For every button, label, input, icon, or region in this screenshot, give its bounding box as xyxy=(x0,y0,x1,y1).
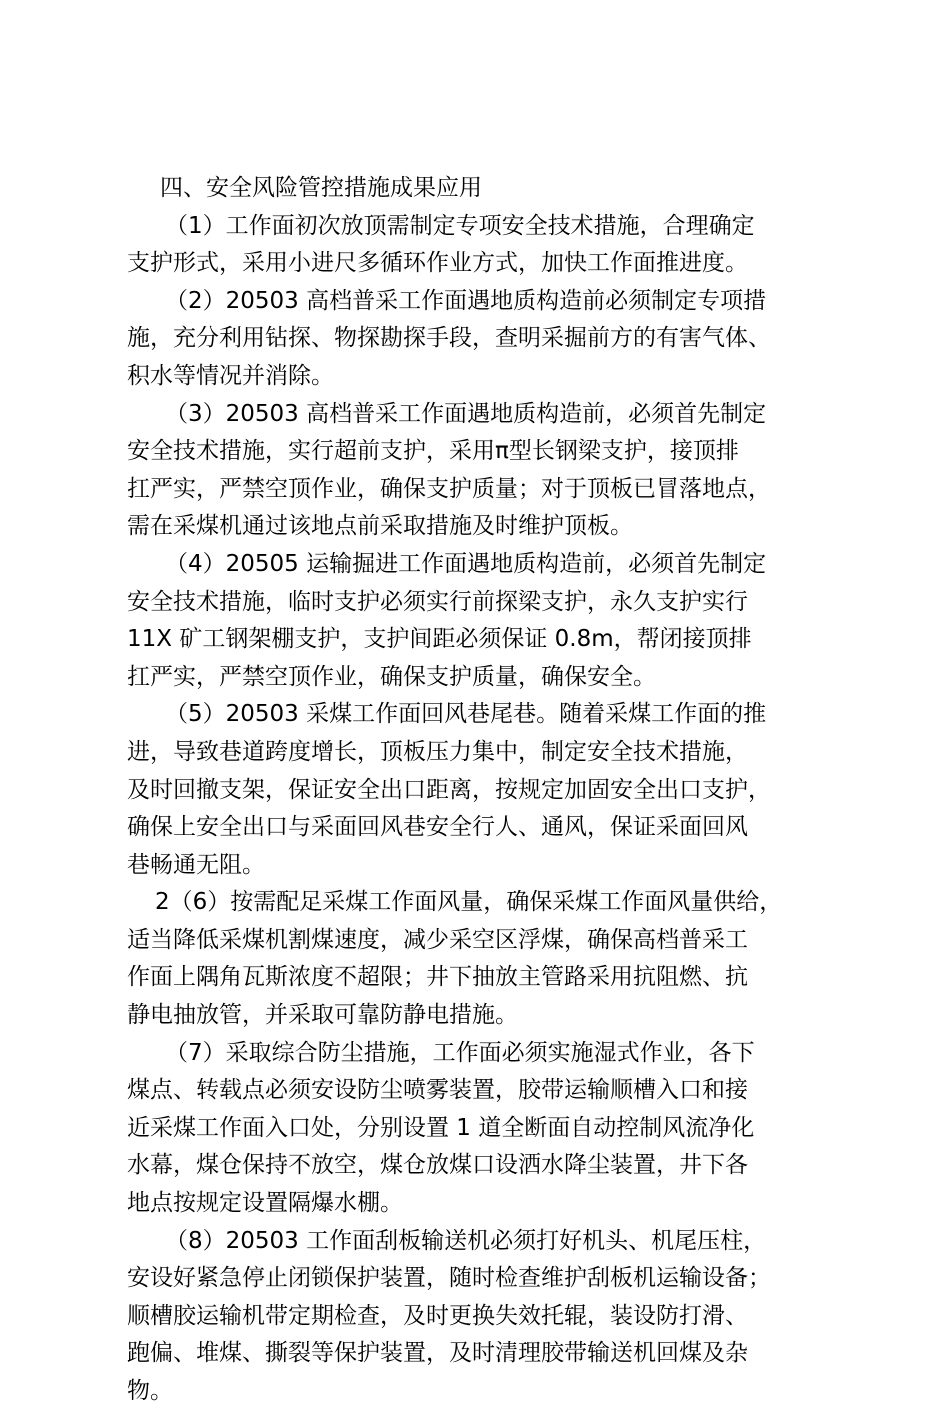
paragraph-3-line-3: 扛严实，严禁空顶作业，确保支护质量；对于顶板已冒落地点， xyxy=(127,475,771,502)
document-body xyxy=(127,170,867,1411)
paragraph-6-line-4: 静电抽放管，并采取可靠防静电措施。 xyxy=(127,1002,518,1029)
paragraph-1-line-2: 支护形式，采用小进尺多循环作业方式，加快工作面推进度。 xyxy=(127,250,748,277)
paragraph-5-line-1: （5）20503 采煤工作面回风巷尾巷。随着采煤工作面的推 xyxy=(165,701,767,728)
paragraph-7-line-2: 煤点、转载点必须安设防尘喷雾装置，胶带运输顺槽入口和接 xyxy=(127,1077,748,1104)
paragraph-7-line-3: 近采煤工作面入口处，分别设置 1 道全断面自动控制风流净化 xyxy=(127,1114,755,1141)
paragraph-6-line-2: 适当降低采煤机割煤速度，减少采空区浮煤，确保高档普采工 xyxy=(127,926,748,953)
paragraph-4-line-1: （4）20505 运输掘进工作面遇地质构造前，必须首先制定 xyxy=(165,550,767,577)
paragraph-3-line-2: 安全技术措施，实行超前支护，采用π型长钢梁支护，接顶排 xyxy=(127,438,739,465)
paragraph-5-line-3: 及时回撤支架，保证安全出口距离，按规定加固安全出口支护， xyxy=(127,776,771,803)
paragraph-8-line-5: 物。 xyxy=(127,1378,173,1404)
paragraph-2-line-2: 施，充分利用钻探、物探勘探手段，查明采掘前方的有害气体、 xyxy=(127,325,771,352)
paragraph-8-line-3: 顺槽胶运输机带定期检查，及时更换失效托辊，装设防打滑、 xyxy=(127,1302,748,1329)
paragraph-3-line-4: 需在采煤机通过该地点前采取措施及时维护顶板。 xyxy=(127,513,633,540)
paragraph-4-line-3: 11X 矿工钢架棚支护，支护间距必须保证 0.8m，帮闭接顶排 xyxy=(127,626,752,653)
paragraph-5-line-5: 巷畅通无阻。 xyxy=(127,851,265,878)
paragraph-8-line-2: 安设好紧急停止闭锁保护装置，随时检查维护刮板机运输设备； xyxy=(127,1265,771,1292)
paragraph-4-line-2: 安全技术措施，临时支护必须实行前探梁支护，永久支护实行 xyxy=(127,588,748,615)
paragraph-6-line-1: 2（6）按需配足采煤工作面风量，确保采煤工作面风量供给， xyxy=(155,889,783,916)
paragraph-2-line-1: （2）20503 高档普采工作面遇地质构造前必须制定专项措 xyxy=(165,287,767,314)
paragraph-5-line-4: 确保上安全出口与采面回风巷安全行人、通风，保证采面回风 xyxy=(127,814,748,841)
paragraph-3-line-1: （3）20503 高档普采工作面遇地质构造前，必须首先制定 xyxy=(165,400,767,427)
paragraph-8-line-1: （8）20503 工作面刮板输送机必须打好机头、机尾压柱， xyxy=(165,1227,767,1254)
paragraph-4-line-4: 扛严实，严禁空顶作业，确保支护质量，确保安全。 xyxy=(127,663,656,690)
paragraph-8-line-4: 跑偏、堆煤、撕裂等保护装置，及时清理胶带输送机回煤及杂 xyxy=(127,1340,748,1367)
paragraph-6-line-3: 作面上隅角瓦斯浓度不超限；井下抽放主管路采用抗阻燃、抗 xyxy=(127,964,748,991)
paragraph-1-line-1: （1）工作面初次放顶需制定专项安全技术措施，合理确定 xyxy=(165,212,755,239)
paragraph-7-line-5: 地点按规定设置隔爆水棚。 xyxy=(127,1190,403,1217)
paragraph-7-line-1: （7）采取综合防尘措施，工作面必须实施湿式作业，各下 xyxy=(165,1039,755,1066)
paragraph-5-line-2: 进，导致巷道跨度增长，顶板压力集中，制定安全技术措施， xyxy=(127,738,748,765)
paragraph-7-line-4: 水幕，煤仓保持不放空，煤仓放煤口设洒水降尘装置，井下各 xyxy=(127,1152,748,1179)
paragraph-2-line-3: 积水等情况并消除。 xyxy=(127,362,334,389)
section-heading: 四、安全风险管控措施成果应用 xyxy=(160,175,482,201)
